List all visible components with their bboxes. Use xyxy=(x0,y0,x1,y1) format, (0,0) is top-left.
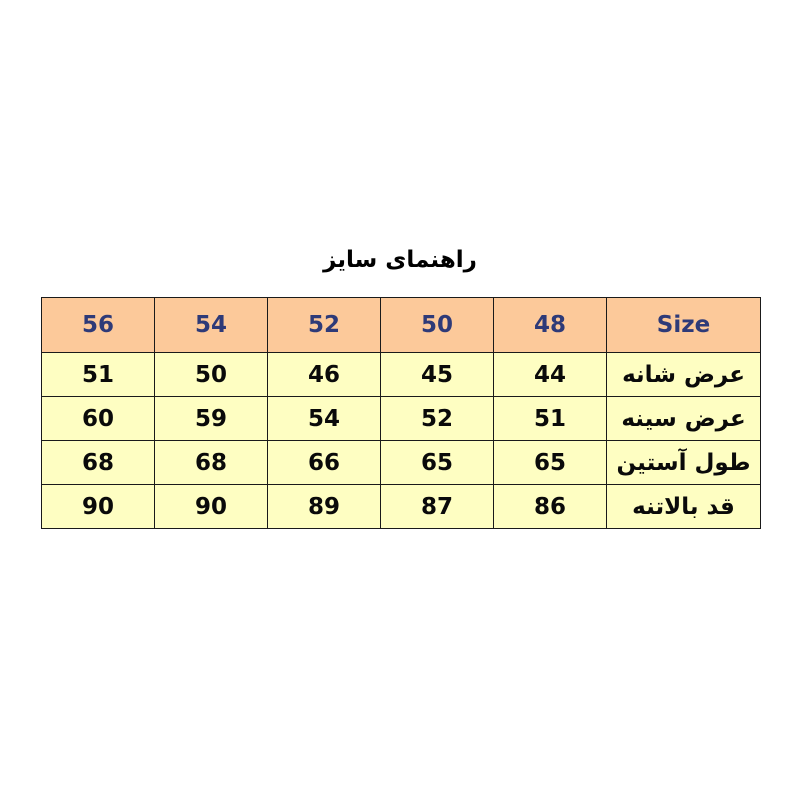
table-cell: 51 xyxy=(494,397,607,441)
header-cell-size-50: 50 xyxy=(381,298,494,353)
table-cell: 65 xyxy=(381,441,494,485)
table-cell: 54 xyxy=(268,397,381,441)
table-cell: 51 xyxy=(42,353,155,397)
table-row-sleeve-length xyxy=(42,441,761,485)
header-cell-size-54: 54 xyxy=(155,298,268,353)
row-label: عرض شانه xyxy=(607,353,761,397)
table-cell: 60 xyxy=(42,397,155,441)
header-cell-size-48: 48 xyxy=(494,298,607,353)
table-cell: 45 xyxy=(381,353,494,397)
table-cell: 90 xyxy=(155,485,268,529)
table-row-torso-length xyxy=(42,485,761,529)
table-row-shoulder-width xyxy=(42,353,761,397)
table-cell: 68 xyxy=(42,441,155,485)
row-label: قد بالاتنه xyxy=(607,485,761,529)
table-header-row xyxy=(42,298,761,353)
table-cell: 66 xyxy=(268,441,381,485)
size-guide-table xyxy=(41,297,761,529)
row-label: عرض سینه xyxy=(607,397,761,441)
table-cell: 44 xyxy=(494,353,607,397)
table-cell: 89 xyxy=(268,485,381,529)
table-cell: 87 xyxy=(381,485,494,529)
table-cell: 86 xyxy=(494,485,607,529)
header-cell-size-label: Size xyxy=(607,298,761,353)
header-cell-size-52: 52 xyxy=(268,298,381,353)
table-cell: 90 xyxy=(42,485,155,529)
table-cell: 50 xyxy=(155,353,268,397)
page-title: راهنمای سایز xyxy=(323,247,477,273)
table-cell: 52 xyxy=(381,397,494,441)
table-cell: 68 xyxy=(155,441,268,485)
table-row-chest-width xyxy=(42,397,761,441)
header-cell-size-56: 56 xyxy=(42,298,155,353)
table-cell: 65 xyxy=(494,441,607,485)
table-cell: 59 xyxy=(155,397,268,441)
table-cell: 46 xyxy=(268,353,381,397)
row-label: طول آستین xyxy=(607,441,761,485)
